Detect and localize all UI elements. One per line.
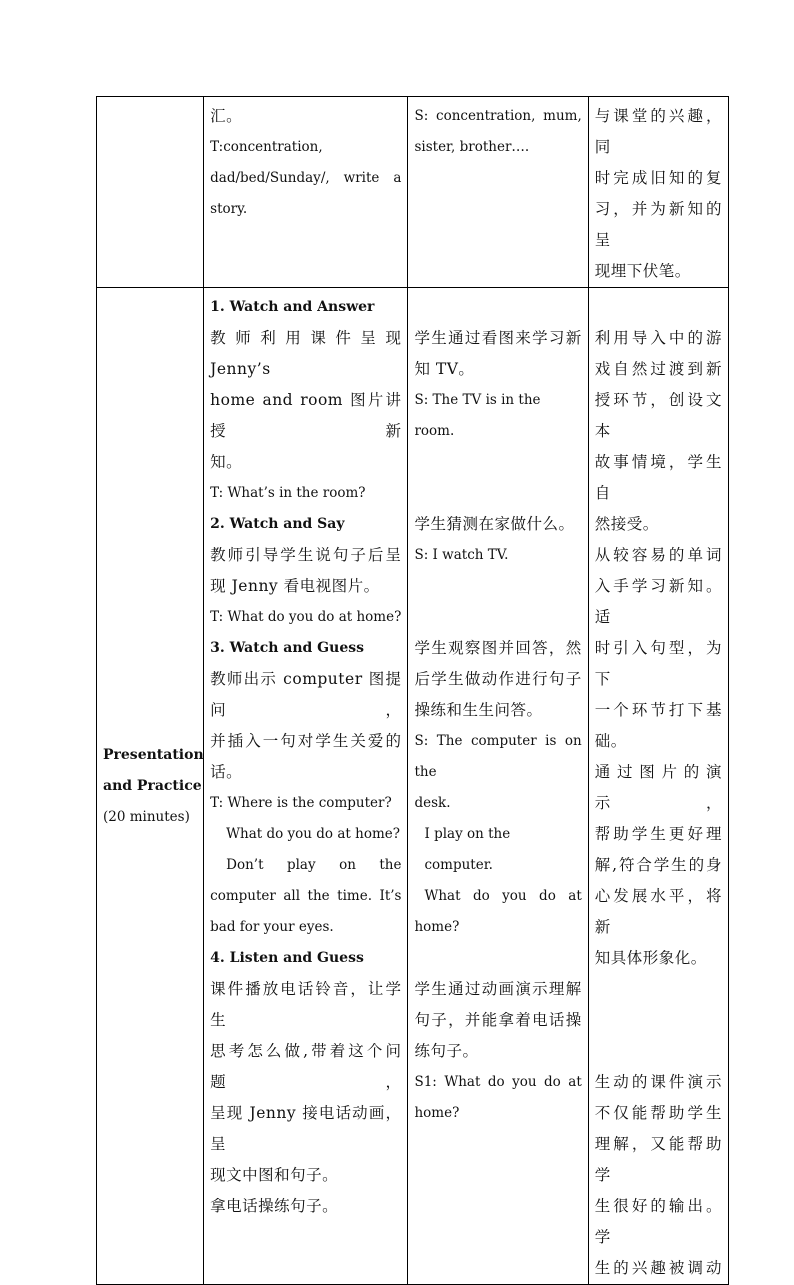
text-line: 通过图片的演示，	[594, 763, 722, 812]
text-line: 知。	[210, 453, 243, 471]
text-line: 知 TV。	[414, 360, 475, 378]
text-line: 理解，又能帮助学	[594, 1135, 722, 1184]
text-line: 知具体形象化。	[594, 949, 707, 967]
text-line: 教师出示 computer 图提问，	[210, 670, 402, 719]
text-line: 后学生做动作进行句子	[414, 670, 582, 688]
student-activity-cell	[408, 288, 588, 1285]
stage-title: Presentation	[103, 746, 204, 763]
text-line: 生动的课件演示	[594, 1073, 722, 1091]
stage-cell	[97, 288, 204, 1285]
teacher-activity-cell	[204, 288, 408, 1285]
text-line: 解,符合学生的身	[594, 856, 722, 874]
table-row	[97, 97, 729, 288]
step-heading: 1. Watch and Answer	[210, 299, 375, 315]
text-line: home and room 图片讲授新	[210, 391, 402, 440]
text-line: 现文中图和句子。	[210, 1166, 339, 1184]
text-line: 时引入句型，为下	[594, 639, 722, 688]
text-line: 授环节，创设文本	[594, 391, 722, 440]
text-line: computer all the time. It’s	[210, 888, 402, 904]
spacer	[414, 478, 581, 509]
text-line: dad/bed/Sunday/, write a	[210, 170, 402, 186]
text-line: 拿电话操练句子。	[210, 1197, 339, 1215]
spacer	[414, 602, 581, 633]
step-heading: 2. Watch and Say	[210, 516, 345, 532]
spacer	[595, 1005, 722, 1036]
text-line: 并插入一句对学生关爱的	[210, 732, 402, 750]
text-line: sister, brother….	[414, 139, 530, 155]
text-line: 现埋下伏笔。	[594, 262, 691, 280]
spacer	[414, 447, 581, 478]
text-line: 学生观察图并回答，然	[414, 639, 582, 657]
text-line: 故事情境，学生自	[594, 453, 722, 502]
text-line: S: The computer is on the	[414, 733, 582, 780]
spacer	[595, 292, 722, 323]
text-line: 戏自然过渡到新	[594, 360, 722, 378]
text-line: 课件播放电话铃音，让学生	[210, 980, 402, 1029]
purpose-cell	[588, 288, 728, 1285]
text-line: T: Where is the computer?	[210, 795, 392, 811]
text-line: 学生猜测在家做什么。	[414, 515, 575, 533]
text-line: 学生通过动画演示理解	[414, 980, 582, 998]
text-line: 与课堂的兴趣，同	[594, 107, 722, 156]
text-line: 教师利用课件呈现 Jenny’s	[210, 329, 402, 378]
spacer	[414, 292, 581, 323]
teacher-activity-cell	[204, 97, 408, 288]
student-activity-cell	[408, 97, 588, 288]
text-line: 生的兴趣被调动	[594, 1259, 722, 1277]
spacer	[414, 571, 581, 602]
spacer	[595, 1036, 722, 1067]
text-line: Don’t play on the	[226, 857, 402, 873]
text-line: 不仅能帮助学生	[594, 1104, 722, 1122]
text-line: desk.	[414, 795, 451, 811]
stage-duration: (20 minutes)	[103, 808, 190, 825]
text-line: 操练和生生问答。	[414, 701, 543, 719]
text-line: 帮助学生更好理	[594, 825, 722, 843]
text-line: 教师引导学生说句子后呈	[210, 546, 402, 564]
text-line: S: concentration, mum,	[414, 108, 582, 124]
text-line: 呈现 Jenny 接电话动画，呈	[210, 1104, 402, 1153]
purpose-cell	[588, 97, 728, 288]
spacer	[414, 943, 581, 974]
text-line: S1: What do you do at	[414, 1074, 582, 1090]
text-line: 汇。	[210, 107, 243, 125]
step-heading: 3. Watch and Guess	[210, 640, 364, 656]
text-line: 利用导入中的游	[594, 329, 722, 347]
text-line: 时完成旧知的复	[594, 169, 722, 187]
text-line: I play on the computer.	[424, 826, 511, 873]
text-line: story.	[210, 201, 248, 217]
text-line: 现 Jenny 看电视图片。	[210, 577, 380, 595]
spacer	[595, 974, 722, 1005]
step-heading: 4. Listen and Guess	[210, 950, 364, 966]
text-line: 句子，并能拿着电话操	[414, 1011, 582, 1029]
text-line: S: I watch TV.	[414, 547, 509, 563]
text-line: 一个环节打下基	[594, 701, 722, 719]
text-line: 练句子。	[414, 1042, 479, 1060]
text-line: home?	[414, 1105, 460, 1121]
text-line: 然接受。	[594, 515, 659, 533]
text-line: 生很好的输出。学	[594, 1197, 722, 1246]
text-line: 学生通过看图来学习新	[414, 329, 582, 347]
text-line: home?	[414, 919, 460, 935]
text-line: 心发展水平，将新	[594, 887, 722, 936]
text-line: 从较容易的单词	[594, 546, 722, 564]
text-line: What do you do at	[424, 888, 582, 904]
table-row	[97, 288, 729, 1285]
text-line: T: What do you do at home?	[210, 609, 402, 625]
text-line: 思考怎么做,带着这个问题，	[210, 1042, 402, 1091]
lesson-plan-table	[96, 96, 729, 1285]
text-line: 础。	[594, 732, 627, 750]
text-line: T:concentration,	[210, 139, 323, 155]
text-line: T: What’s in the room?	[210, 485, 366, 501]
text-line: bad for your eyes.	[210, 919, 334, 935]
text-line: 话。	[210, 763, 243, 781]
stage-cell-empty	[97, 97, 204, 288]
text-line: S: The TV is in the room.	[414, 392, 541, 439]
stage-title: and Practice	[103, 777, 202, 794]
text-line: What do you do at home?	[226, 826, 400, 842]
text-line: 习，并为新知的呈	[594, 200, 722, 249]
text-line: 入手学习新知。适	[594, 577, 722, 626]
